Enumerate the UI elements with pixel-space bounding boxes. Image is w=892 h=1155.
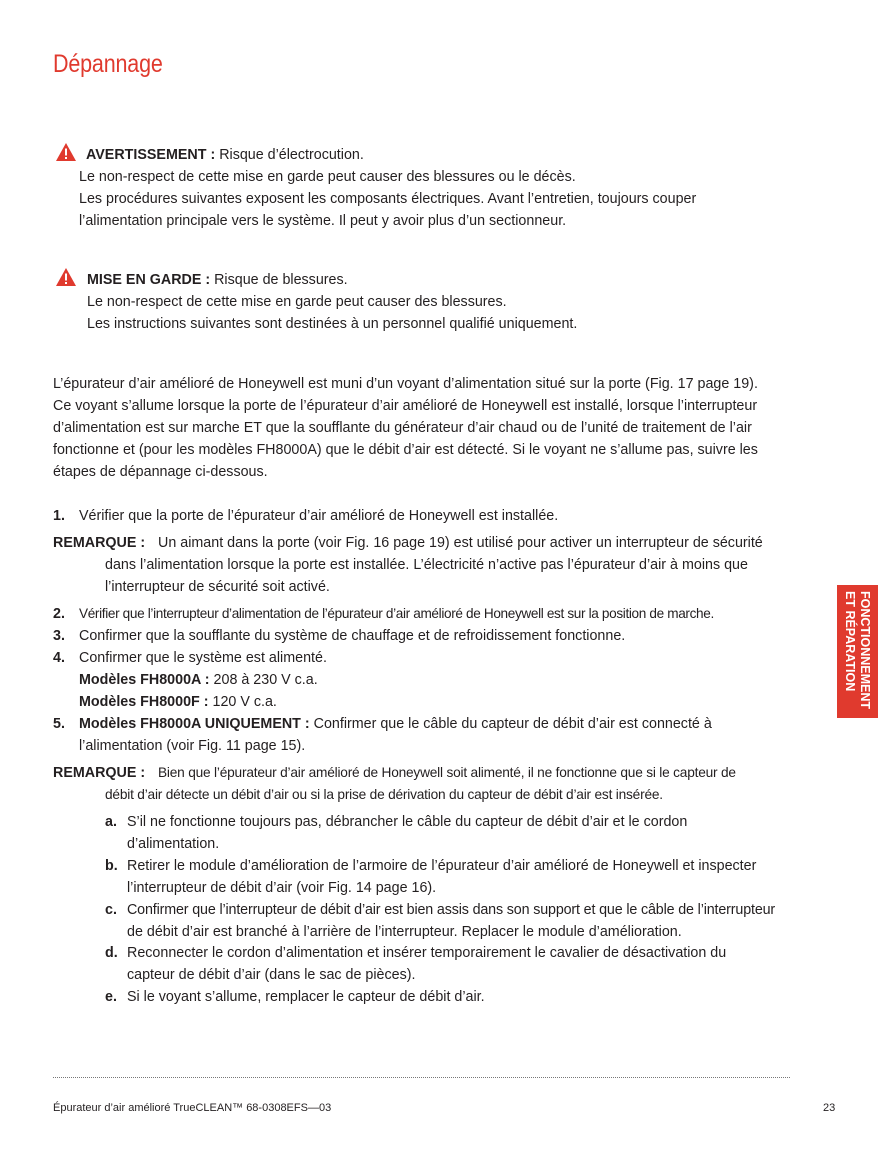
caution-line: Le non-respect de cette mise en garde peut causer des blessures. [87, 294, 507, 310]
model-line [79, 691, 277, 713]
step-text: Confirmer que le système est alimenté. [79, 650, 327, 666]
caution-heading [87, 269, 348, 291]
note-line: Un aimant dans la porte (voir Fig. 16 page 19) est utilisé pour activer un interrupteur de sécurité [158, 535, 763, 551]
step-number: 3. [53, 628, 65, 644]
step-number: 4. [53, 650, 65, 666]
step-text: Vérifier que la porte de l’épurateur d’air amélioré de Honeywell est installée. [79, 508, 559, 524]
step-text: Confirmer que la soufflante du système de chauffage et de refroidissement fonctionne. [79, 628, 626, 644]
caution-line: Les instructions suivantes sont destinées à un personnel qualifié uniquement. [87, 316, 578, 332]
warning-heading [86, 144, 364, 166]
warning-icon [55, 142, 77, 162]
model-label: Modèles FH8000F : [79, 694, 209, 710]
substep-letter: d. [105, 945, 118, 961]
substep-line: d’alimentation. [127, 836, 220, 852]
substep-line: Confirmer que l’interrupteur de débit d’air est bien assis dans son support et que le câble de l’interrupteur [127, 902, 776, 918]
page-number: 23 [823, 1102, 836, 1114]
substep-line: de débit d’air est branché à l’arrière de l’interrupteur. Replacer le module d’amélioration. [127, 924, 682, 940]
intro-line: Ce voyant s’allume lorsque la porte de l’épurateur d’air amélioré de Honeywell est installé, lorsque l’interrupteur [53, 398, 758, 414]
warning-line: l’alimentation principale vers le système. Il peut y avoir plus d’un sectionneur. [79, 213, 567, 229]
substep-letter: c. [105, 902, 117, 918]
model-line [79, 669, 318, 691]
caution-label: MISE EN GARDE : [87, 272, 211, 288]
side-tab-label [837, 585, 878, 718]
substep-line: Reconnecter le cordon d’alimentation et insérer temporairement le cavalier de désactivation du [127, 945, 727, 961]
step-number: 2. [53, 606, 65, 622]
footer-divider [53, 1077, 790, 1078]
substep-line: l’interrupteur de débit d’air (voir Fig. 14 page 16). [127, 880, 437, 896]
substep-letter: a. [105, 814, 117, 830]
note-label: REMARQUE : [53, 535, 146, 551]
substep-line: capteur de débit d’air (dans le sac de pièces). [127, 967, 416, 983]
warning-line: Le non-respect de cette mise en garde peut causer des blessures ou le décès. [79, 169, 576, 185]
side-tab-line: ET RÉPARATION [843, 591, 858, 692]
step-label: Modèles FH8000A UNIQUEMENT : [79, 716, 310, 732]
side-tab-line: FONCTIONNEMENT [858, 591, 873, 710]
intro-line: d’alimentation est sur marche ET que la soufflante du générateur d’air chaud ou de l’unité de traitement de l’air [53, 420, 752, 436]
step-number: 1. [53, 508, 65, 524]
intro-line: étapes de dépannage ci-dessous. [53, 464, 268, 480]
step-text [79, 713, 712, 735]
footer-document-title: Épurateur d’air amélioré TrueCLEAN™ 68-0308EFS—03 [53, 1102, 332, 1114]
note-line: dans l’alimentation lorsque la porte est installée. L’électricité n’active pas l’épurateur d’air à moins que [105, 557, 748, 573]
model-value: 208 à 230 V c.a. [209, 672, 318, 688]
warning-line: Les procédures suivantes exposent les composants électriques. Avant l’entretien, toujours couper [79, 191, 697, 207]
warning-text: Risque d’électrocution. [215, 147, 364, 163]
caution-icon [55, 267, 77, 287]
step-text: Vérifier que l’interrupteur d’alimentation de l’épurateur d’air amélioré de Honeywell est sur la position de marche. [79, 606, 714, 621]
substep-letter: b. [105, 858, 118, 874]
page-title: Dépannage [53, 50, 163, 78]
caution-text: Risque de blessures. [210, 272, 348, 288]
substep-line: Si le voyant s’allume, remplacer le capteur de débit d’air. [127, 989, 485, 1005]
warning-label: AVERTISSEMENT : [86, 147, 216, 163]
model-label: Modèles FH8000A : [79, 672, 210, 688]
model-value: 120 V c.a. [208, 694, 277, 710]
step-text: l’alimentation (voir Fig. 11 page 15). [79, 738, 306, 754]
note-line: débit d’air détecte un débit d’air ou si la prise de dérivation du capteur de débit d’air est insérée. [105, 787, 663, 802]
step-number: 5. [53, 716, 65, 732]
substep-line: Retirer le module d’amélioration de l’armoire de l’épurateur d’air amélioré de Honeywell et inspecter [127, 858, 757, 874]
section-side-tab [837, 585, 878, 718]
note-line: Bien que l’épurateur d’air amélioré de Honeywell soit alimenté, il ne fonctionne que si le capteur de [158, 765, 736, 780]
intro-line: L’épurateur d’air amélioré de Honeywell est muni d’un voyant d’alimentation situé sur la porte (Fig. 17 page 19). [53, 376, 758, 392]
substep-letter: e. [105, 989, 117, 1005]
substep-line: S’il ne fonctionne toujours pas, débrancher le câble du capteur de débit d’air et le cordon [127, 814, 688, 830]
note-line: l’interrupteur de sécurité soit activé. [105, 579, 330, 595]
intro-line: fonctionne et (pour les modèles FH8000A) que le débit d’air est détecté. Si le voyant ne s’allume pas, suivre les [53, 442, 758, 458]
step-body: Confirmer que le câble du capteur de débit d’air est connecté à [309, 716, 712, 732]
note-label: REMARQUE : [53, 765, 146, 781]
